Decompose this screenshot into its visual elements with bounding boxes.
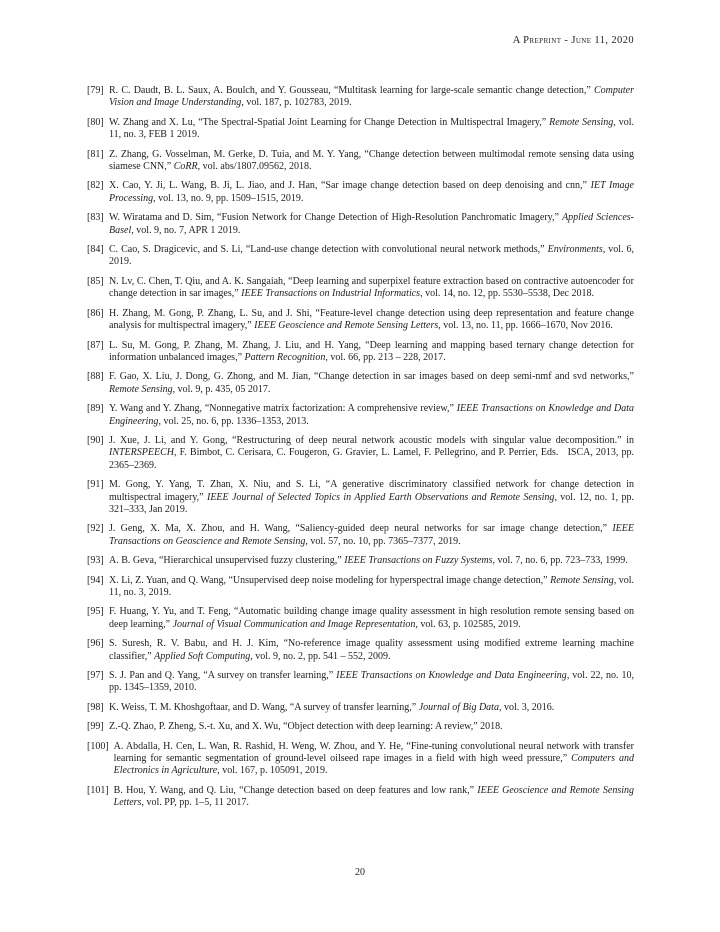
reference-text: C. Cao, S. Dragicevic, and S. Li, “Land-use change detection with convolutional neural network methods,” Environments, vol. 6, 2019. [109, 244, 634, 268]
reference-text: S. Suresh, R. V. Babu, and H. J. Kim, “No-reference image quality assessment using modified extreme learning machine classifier,” Applied Soft Computing, vol. 9, no. 2, pp. 541 – 552, 2009. [109, 638, 634, 662]
reference-label: [89] [87, 403, 104, 415]
reference-label: [79] [87, 85, 104, 96]
reference-label: [99] [87, 721, 104, 733]
reference-label: [98] [87, 701, 104, 713]
reference-item [87, 523, 634, 548]
reference-text: W. Wiratama and D. Sim, “Fusion Network for Change Detection of High-Resolution Panchromatic Imagery,” Applied Sciences-Basel, vol. 9, no. 7, APR 1 2019. [109, 212, 634, 236]
reference-text: M. Gong, Y. Yang, T. Zhan, X. Niu, and S. Li, “A generative discriminatory classified network for change detection in multispectral imagery,” IEEE Journal of Selected Topics in Applied Earth Observations and Remote Sensing, vol. 12, no. 1, pp. 321–333, Jan 2019. [109, 479, 635, 515]
reference-item [87, 403, 634, 428]
reference-label: [96] [87, 638, 104, 650]
reference-item [87, 244, 634, 269]
reference-item [87, 180, 634, 205]
reference-item [87, 435, 634, 472]
reference-item [87, 785, 634, 810]
reference-label: [100] [87, 740, 109, 752]
reference-text: L. Su, M. Gong, P. Zhang, M. Zhang, J. Liu, and H. Yang, “Deep learning and mapping based ternary change detection for information unbalanced images,” Pattern Recognition, vol. 66, pp. 213 – 228, 2017. [109, 339, 634, 363]
reference-text: X. Cao, Y. Ji, L. Wang, B. Ji, L. Jiao, and J. Han, “Sar image change detection based on deep denoising and cnn,” IET Image Processing, vol. 13, no. 9, pp. 1509–1515, 2019. [109, 180, 634, 204]
reference-item [87, 638, 634, 663]
reference-label: [97] [87, 670, 104, 682]
reference-text: A. Abdalla, H. Cen, L. Wan, R. Rashid, H. Weng, W. Zhou, and Y. He, “Fine-tuning convolutional neural network with transfer learning for semantic segmentation of ground-level oilseed rape images in a field with high weed pressure,” Computers and Electronics in Agriculture, vol. 167, p. 105091, 2019. [113, 740, 634, 777]
reference-label: [91] [87, 479, 104, 491]
reference-text: K. Weiss, T. M. Khoshgoftaar, and D. Wang, “A survey of transfer learning,” Journal of Big Data, vol. 3, 2016. [109, 701, 555, 713]
reference-text: W. Zhang and X. Lu, “The Spectral-Spatial Joint Learning for Change Detection in Multispectral Imagery,” Remote Sensing, vol. 11, no. 3, FEB 1 2019. [109, 116, 635, 141]
reference-item [87, 308, 634, 333]
reference-text: A. B. Geva, “Hierarchical unsupervised fuzzy clustering,” IEEE Transactions on Fuzzy Systems, vol. 7, no. 6, pp. 723–733, 1999. [109, 555, 628, 567]
reference-item [87, 85, 634, 110]
reference-item [87, 212, 634, 237]
running-header: A Preprint - June 11, 2020 [512, 35, 634, 46]
reference-item [87, 670, 634, 695]
reference-text: F. Huang, Y. Yu, and T. Feng, “Automatic building change image quality assessment in high resolution remote sensing based on deep learning,” Journal of Visual Communication and Image Representation, vol. 63, p. 102585, 2019. [109, 606, 634, 630]
reference-text: X. Li, Z. Yuan, and Q. Wang, “Unsupervised deep noise modeling for hyperspectral image change detection,” Remote Sensing, vol. 11, no. 3, 2019. [109, 574, 635, 598]
reference-label: [84] [87, 244, 104, 256]
reference-text: Z. Zhang, G. Vosselman, M. Gerke, D. Tuia, and M. Y. Yang, “Change detection between multimodal remote sensing data using siamese CNN,” CoRR, vol. abs/1807.09562, 2018. [109, 148, 634, 173]
reference-item [87, 371, 634, 396]
reference-label: [101] [87, 784, 109, 796]
reference-label: [95] [87, 606, 104, 618]
reference-item [87, 575, 634, 600]
reference-text: B. Hou, Y. Wang, and Q. Liu, “Change detection based on deep features and low rank,” IEEE Geoscience and Remote Sensing Letters, vol. PP, pp. 1–5, 11 2017. [113, 784, 635, 809]
reference-text: J. Geng, X. Ma, X. Zhou, and H. Wang, “Saliency-guided deep neural networks for sar image change detection,” IEEE Transactions on Geoscience and Remote Sensing, vol. 57, no. 10, pp. 7365–7377, 2019. [109, 523, 634, 547]
reference-label: [83] [87, 212, 104, 224]
reference-item [87, 555, 634, 567]
reference-label: [86] [87, 307, 104, 319]
reference-item [87, 702, 634, 714]
reference-label: [90] [87, 434, 104, 446]
page-number: 20 [355, 867, 365, 878]
reference-label: [94] [87, 574, 104, 586]
reference-label: [80] [87, 116, 104, 128]
reference-text: F. Gao, X. Liu, J. Dong, G. Zhong, and M. Jian, “Change detection in sar images based on deep semi-nmf and svd networks,” Remote Sensing, vol. 9, p. 435, 05 2017. [109, 371, 634, 395]
reference-text: Z.-Q. Zhao, P. Zheng, S.-t. Xu, and X. Wu, “Object detection with deep learning: A review,” 2018. [109, 721, 503, 733]
reference-text: R. C. Daudt, B. L. Saux, A. Boulch, and Y. Gousseau, “Multitask learning for large-scale semantic change detection,” Computer Vision and Image Understanding, vol. 187, p. 102783, 2019. [109, 85, 634, 109]
reference-item [87, 721, 634, 733]
reference-item [87, 479, 634, 516]
reference-label: [93] [87, 555, 104, 567]
reference-list [87, 85, 634, 817]
reference-item [87, 606, 634, 631]
reference-label: [85] [87, 275, 104, 287]
reference-label: [82] [87, 180, 104, 192]
reference-text: Y. Wang and Y. Zhang, “Nonnegative matrix factorization: A comprehensive review,” IEEE Transactions on Knowledge and Data Engineering, vol. 25, no. 6, pp. 1336–1353, 2013. [109, 403, 634, 427]
reference-label: [92] [87, 523, 104, 535]
reference-text: H. Zhang, M. Gong, P. Zhang, L. Su, and J. Shi, “Feature-level change detection using deep representation and feature change analysis for multispectral imagery,” IEEE Geoscience and Remote Sensing Letters, vol. 13, no. 11, pp. 1666–1670, Nov 2016. [109, 307, 634, 332]
reference-label: [87] [87, 339, 104, 351]
reference-label: [81] [87, 148, 104, 160]
reference-text: J. Xue, J. Li, and Y. Gong, “Restructuring of deep neural network acoustic models with singular value decomposition.” in INTERSPEECH, F. Bimbot, C. Cerisara, C. Fougeron, G. Gravier, L. Lamel, F. Pellegrino, and P. Perrier, Eds. ISCA, 2013, pp. 2365–2369. [109, 434, 634, 471]
reference-text: N. Lv, C. Chen, T. Qiu, and A. K. Sangaiah, “Deep learning and superpixel feature extraction based on contractive autoencoder for change detection in sar images,” IEEE Transactions on Industrial Informatics, vol. 14, no. 12, pp. 5530–5538, Dec 2018. [109, 275, 634, 300]
reference-item [87, 149, 634, 174]
reference-item [87, 117, 634, 142]
reference-item [87, 741, 634, 778]
reference-text: S. J. Pan and Q. Yang, “A survey on transfer learning,” IEEE Transactions on Knowledge and Data Engineering, vol. 22, no. 10, pp. 1345–1359, 2010. [109, 670, 635, 694]
reference-item [87, 340, 634, 365]
reference-label: [88] [87, 371, 104, 383]
reference-item [87, 276, 634, 301]
